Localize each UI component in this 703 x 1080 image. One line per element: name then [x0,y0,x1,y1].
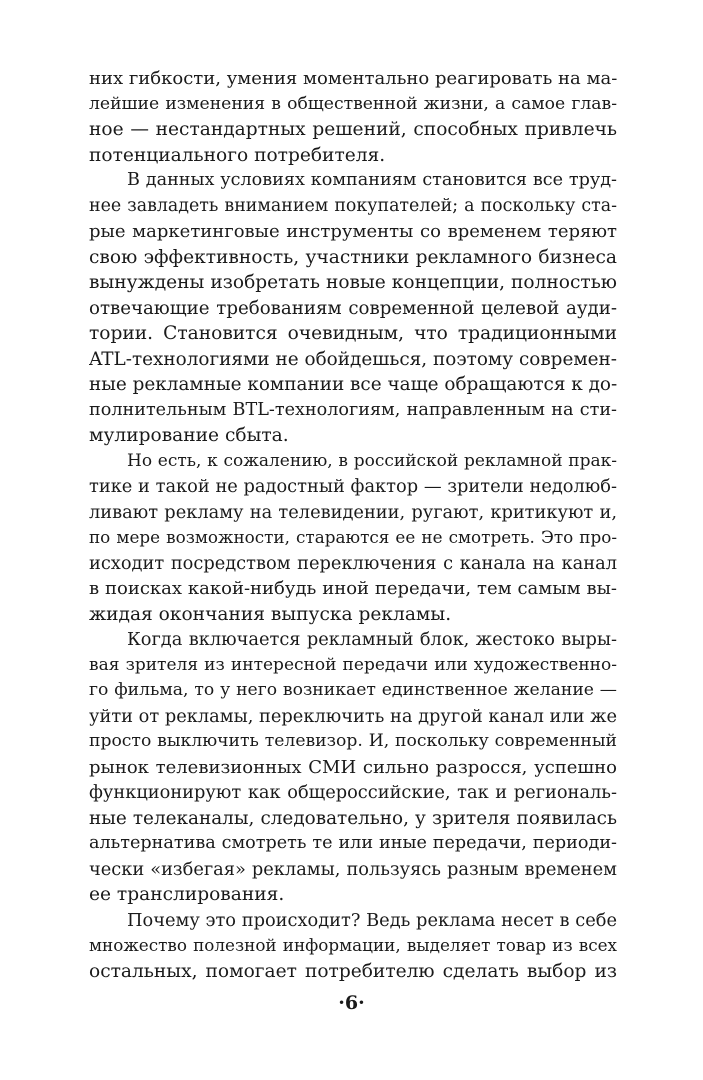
text-line: Почему это происходит? Ведь реклама несет в себе [127,909,617,931]
text-line: свою эффективность, участники рекламного бизнеса [89,246,617,268]
text-line: го фильма, то у него возникает единственное желание — [89,680,617,700]
text-line: ные рекламные компании все чаще обращаются к до- [89,374,617,395]
text-line: рынок телевизионных СМИ сильно разросся, успешно [89,756,617,778]
text-line: нее завладеть вниманием покупателей; а поскольку ста- [89,195,617,216]
text-line: вынуждены изобретать новые концепции, полностью [89,272,617,293]
text-line: уйти от рекламы, переключить на другой канал или же [89,705,617,727]
page-number: ·6· [338,992,365,1014]
text-line: вая зрителя из интересной передачи или художественно- [89,654,617,675]
text-line: потенциального потребителя. [89,144,386,166]
text-line: отвечающие требованиям современной целевой ауди- [89,297,617,319]
text-line: тике и такой не радостный фактор — зрители недолюб- [89,476,617,497]
text-line: по мере возможности, стараются ее не смотреть. Это про- [89,527,617,547]
text-line: тории. Становится очевидным, что традиционными [89,323,617,344]
text-line: ное — нестандартных решений, способных привлечь [89,119,617,140]
text-line: просто выключить телевизор. И, поскольку современный [89,731,617,751]
text-line: ATL-технологиями не обойдешься, поэтому современ- [89,348,617,370]
text-line: рые маркетинговые инструменты со временем теряют [89,221,617,242]
text-line: Но есть, к сожалению, в российской рекламной прак- [127,450,617,471]
text-line: В данных условиях компаниям становится все труд- [127,170,617,190]
page-body [89,66,617,984]
text-line: функционируют как общероссийские, так и региональ- [89,782,617,803]
text-line: чески «избегая» рекламы, пользуясь разным временем [89,858,617,880]
text-line: лейшие изменения в общественной жизни, а самое глав- [89,93,617,114]
text-line: мулирование сбыта. [89,425,289,446]
text-line: них гибкости, умения моментально реагировать на ма- [89,68,617,89]
text-line: исходит посредством переключения с канала на канал [89,552,617,574]
text-line: ливают рекламу на телевидении, ругают, критикуют и, [89,501,617,523]
text-line: в поисках какой-нибудь иной передачи, тем самым вы- [89,578,617,599]
text-line: ее транслирования. [89,884,285,905]
text-line: жидая окончания выпуска рекламы. [89,603,452,625]
text-line: полнительным BTL-технологиям, направленным на сти- [89,399,617,420]
text-line: Когда включается рекламный блок, жестоко выры- [127,629,617,650]
text-line: ные телеканалы, следовательно, у зрителя появилась [89,807,617,829]
text-line: остальных, помогает потребителю сделать выбор из [89,960,617,982]
text-line: множество полезной информации, выделяет товар из всех [89,935,617,955]
text-line: альтернатива смотреть те или иные передачи, периоди- [89,833,617,853]
